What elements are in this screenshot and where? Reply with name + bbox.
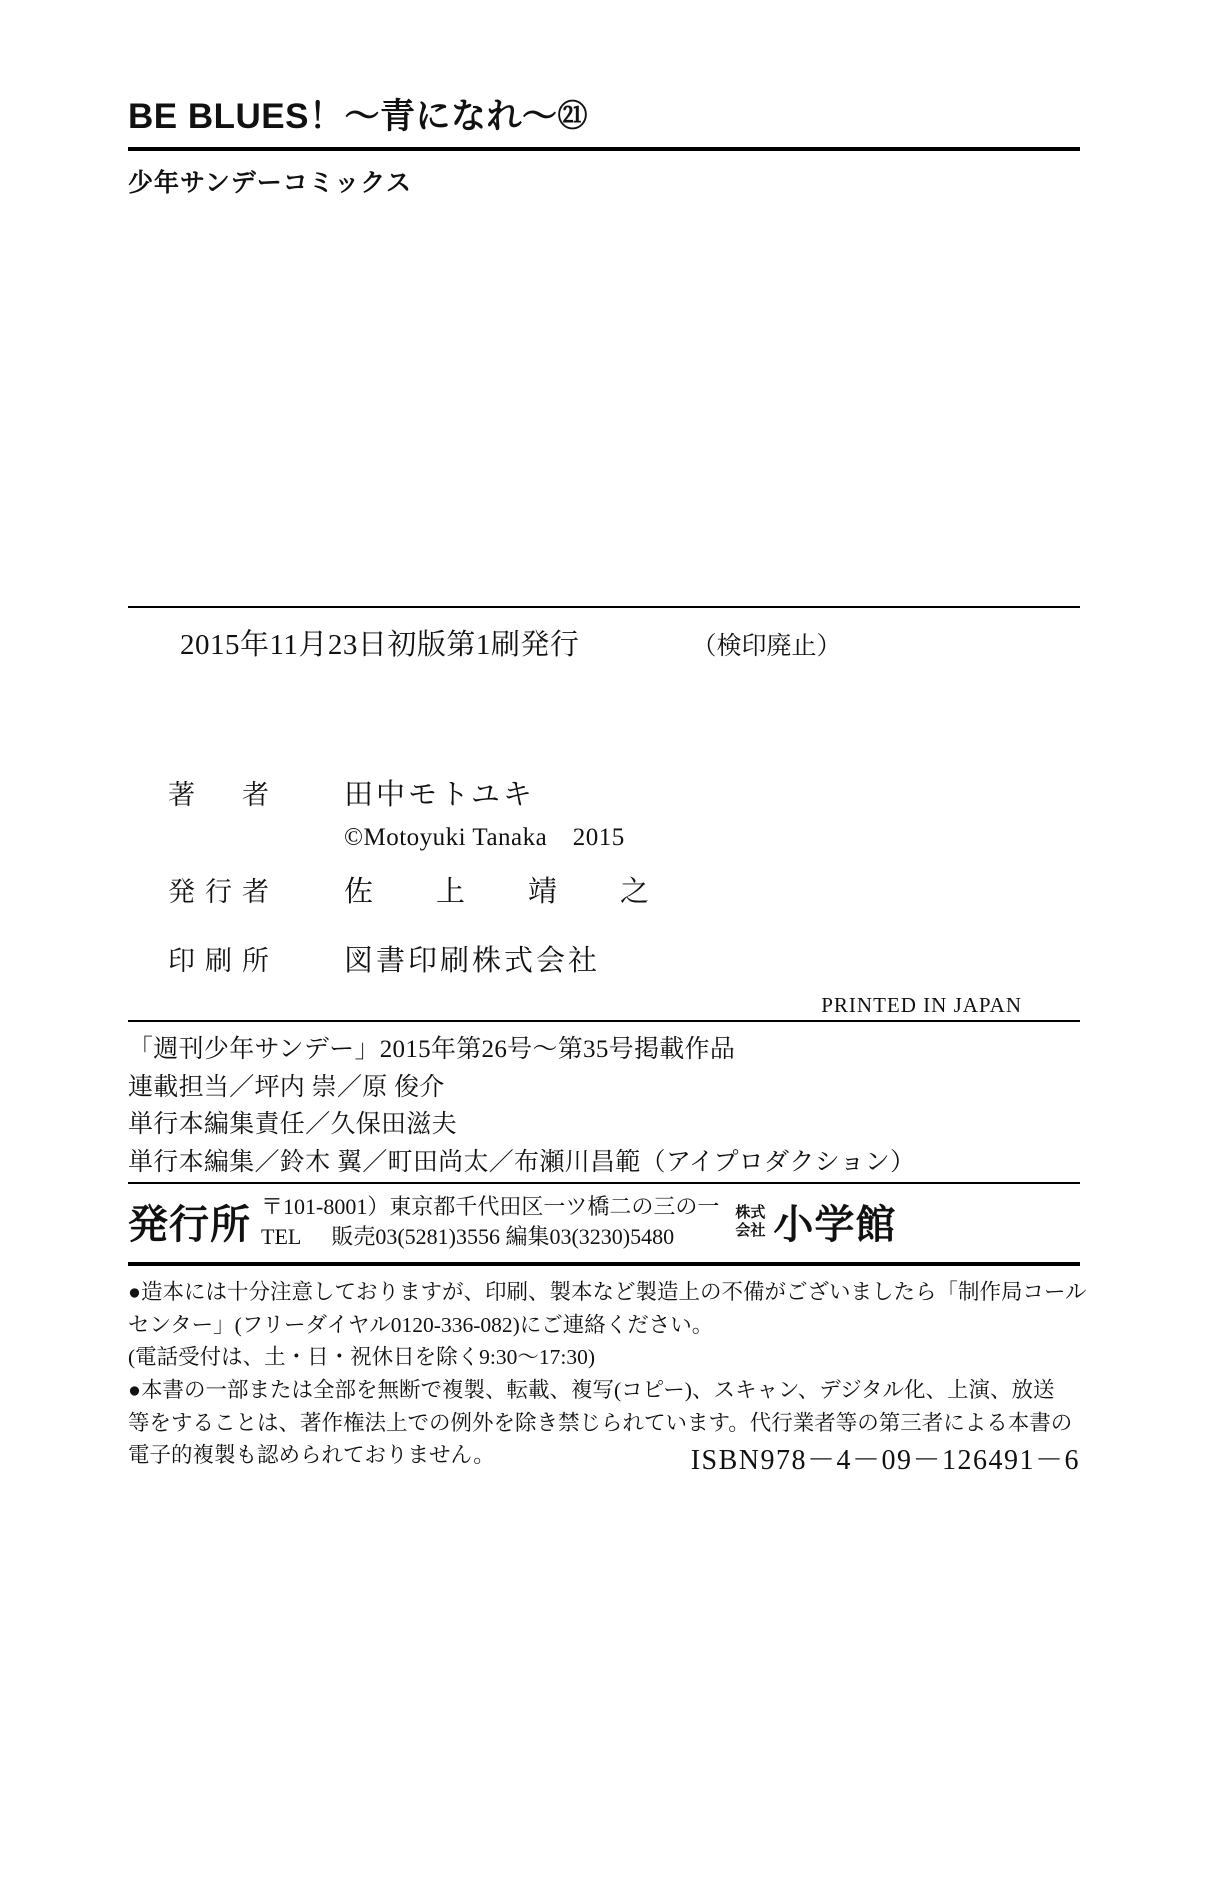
publisher-block <box>128 1182 1080 1257</box>
pubdate-divider-top <box>128 606 1080 608</box>
credit-value-author: 田中モトユキ <box>344 779 535 811</box>
credit-label-author: 著 者 <box>168 780 279 810</box>
notice-line: (電話受付は、土・日・祝休日を除く9:30～17:30) <box>128 1345 596 1370</box>
printed-in-japan: PRINTED IN JAPAN <box>821 993 1022 1017</box>
company-name: 小学館 <box>773 1203 897 1248</box>
publisher-tel: 販売03(5281)3556 編集03(3230)5480 <box>331 1223 675 1249</box>
publisher-tel-label: TEL <box>261 1223 302 1249</box>
publisher-address: 〒101-8001）東京都千代田区一ツ橋二の三の一 <box>261 1194 720 1219</box>
credit-label-publisher-person: 発行者 <box>168 877 279 907</box>
publication-date-row <box>128 622 1080 663</box>
company-type-line2: 会社 <box>735 1221 766 1239</box>
publisher-address-block <box>261 1192 719 1251</box>
credit-row <box>128 869 1080 910</box>
publication-date: 2015年11月23日初版第1刷発行 <box>180 629 580 661</box>
publisher-phone-row <box>261 1222 719 1252</box>
notice-line: 等をすることは、著作権法上での例外を除き禁じられています。代行業者等の第三者による本書の <box>128 1410 1073 1435</box>
publisher-logo <box>735 1193 896 1250</box>
colophon-content <box>128 0 1087 1898</box>
publisher-row <box>128 1184 1080 1257</box>
notice-line: 電子的複製も認められておりません。 <box>128 1443 495 1468</box>
credit-row <box>128 772 1080 813</box>
credit-value-printer: 図書印刷株式会社 <box>344 945 601 977</box>
isbn-number: ISBN978－4－09－126491－6 <box>690 1445 1080 1476</box>
editors-lines <box>128 1022 1080 1186</box>
editor-line: 単行本編集責任／久保田滋夫 <box>128 1111 457 1138</box>
credit-row <box>128 938 1080 979</box>
editor-line: 連載担当／坪内 崇／原 俊介 <box>128 1073 445 1101</box>
serialization-line: 「週刊少年サンデー」2015年第26号～第35号掲載作品 <box>128 1036 736 1063</box>
company-type <box>735 1204 765 1239</box>
title-block <box>128 98 1080 199</box>
book-title: BE BLUES！～青になれ～ <box>128 97 558 136</box>
publication-date-section <box>128 606 1080 663</box>
editors-block <box>128 1020 1080 1186</box>
publisher-label: 発行所 <box>128 1203 251 1248</box>
notice-line: ●造本には十分注意しておりますが、印刷、製本など製造上の不備がございましたら「制作局コール <box>128 1280 1087 1304</box>
credits-block <box>128 772 1080 1018</box>
notice-line: ●本書の一部または全部を無断で複製、転載、複写(コピー)、スキャン、デジタル化、上演、放送 <box>128 1378 1055 1403</box>
company-type-line1: 株式 <box>735 1204 766 1222</box>
credit-value-publisher-person: 佐 上 靖 之 <box>344 876 667 908</box>
credit-label-printer: 印刷所 <box>168 946 279 976</box>
imprint-label: 少年サンデーコミックス <box>128 168 413 197</box>
page-title <box>128 98 1080 137</box>
volume-number: ㉑ <box>557 100 588 133</box>
publication-note: （検印廃止） <box>691 633 842 660</box>
copyright-line: ©Motoyuki Tanaka 2015 <box>344 824 625 851</box>
title-divider <box>128 147 1080 151</box>
editor-line: 単行本編集／鈴木 翼／町田尚太／布瀬川昌範（アイプロダクション） <box>128 1148 916 1176</box>
notice-line: センター」(フリーダイヤル0120-336-082)にご連絡ください。 <box>128 1312 714 1337</box>
